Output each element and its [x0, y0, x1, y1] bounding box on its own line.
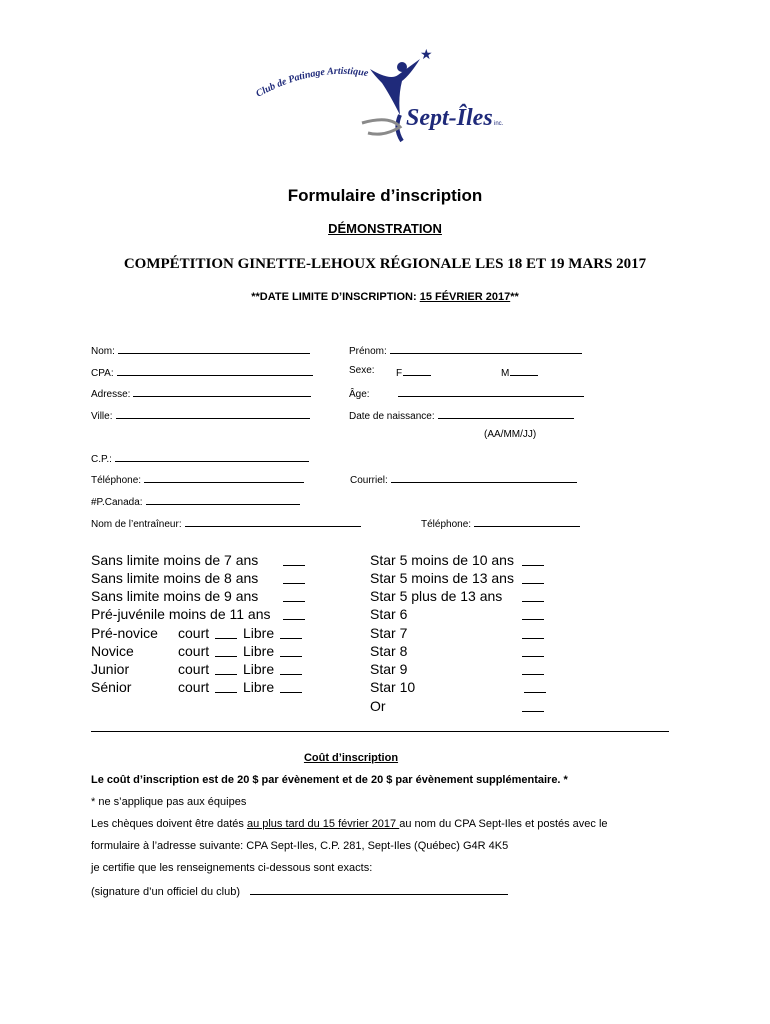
- category-checkbox[interactable]: [522, 644, 544, 657]
- category-checkbox[interactable]: [524, 680, 546, 693]
- label-age: Âge:: [349, 389, 370, 400]
- label-courriel: Courriel:: [350, 475, 388, 486]
- level-name: Pré-novice: [91, 625, 158, 641]
- field-entraineur[interactable]: [91, 516, 361, 530]
- date-format-hint: (AA/MM/JJ): [484, 429, 537, 440]
- field-pcanada[interactable]: [91, 494, 300, 508]
- cheque-deadline: au plus tard du 15 février 2017: [246, 818, 400, 830]
- category-item: Star 5 plus de 13 ans: [370, 588, 503, 604]
- label-telephone-entraineur: Téléphone:: [421, 519, 472, 530]
- label-entraineur: Nom de l’entraîneur:: [91, 519, 182, 530]
- level-court-checkbox[interactable]: [215, 644, 237, 657]
- field-naissance[interactable]: [349, 408, 574, 422]
- category-checkbox[interactable]: [522, 626, 544, 639]
- label-telephone: Téléphone:: [91, 475, 142, 486]
- label-nom: Nom:: [91, 346, 115, 357]
- category-item: Star 7: [370, 625, 408, 641]
- field-prenom[interactable]: [349, 343, 582, 357]
- category-checkbox[interactable]: [522, 553, 544, 566]
- level-name: Sénior: [91, 679, 132, 695]
- cost-heading: Coût d’inscription: [303, 752, 399, 764]
- category-checkbox[interactable]: [283, 571, 305, 584]
- signature-field[interactable]: [91, 884, 508, 898]
- label-pcanada: #P.Canada:: [91, 497, 143, 508]
- label-cpa: CPA:: [91, 368, 114, 379]
- category-item: Star 6: [370, 606, 408, 622]
- field-adresse[interactable]: [91, 386, 311, 400]
- deadline-line: [0, 291, 770, 303]
- logo-name: Sept-Îles: [406, 105, 493, 131]
- cost-line: Le coût d’inscription est de 20 $ par évènement et de 20 $ par évènement supplémentaire. *: [91, 774, 568, 786]
- svg-text:Club de Patinage Artistique: [254, 66, 369, 100]
- level-libre-checkbox[interactable]: [280, 680, 302, 693]
- level-libre-checkbox[interactable]: [280, 644, 302, 657]
- level-libre-label: Libre: [243, 625, 275, 641]
- field-sexe-m[interactable]: [501, 365, 538, 379]
- star-icon: ★: [420, 46, 433, 62]
- level-court-label: court: [178, 661, 210, 677]
- competition-title: COMPÉTITION GINETTE-LEHOUX RÉGIONALE LES 18 ET 19 MARS 2017: [123, 256, 647, 272]
- level-court-label: court: [178, 643, 210, 659]
- form-subtitle: DÉMONSTRATION: [328, 221, 442, 236]
- category-item: Sans limite moins de 9 ans: [91, 588, 259, 604]
- category-item: Star 8: [370, 643, 408, 659]
- category-checkbox[interactable]: [522, 699, 544, 712]
- form-title: Formulaire d’inscription: [287, 186, 483, 205]
- label-ville: Ville:: [91, 411, 113, 422]
- category-checkbox[interactable]: [283, 607, 305, 620]
- cheque-line: [91, 818, 608, 830]
- category-checkbox[interactable]: [283, 589, 305, 602]
- category-item: Star 9: [370, 661, 408, 677]
- level-name: Junior: [91, 661, 130, 677]
- club-logo: [250, 45, 520, 145]
- label-sexe: Sexe:: [349, 365, 375, 376]
- deadline-date: 15 FÉVRIER 2017: [419, 291, 511, 303]
- logo-arc-text: Club de Patinage Artistique: [254, 65, 370, 100]
- level-court-checkbox[interactable]: [215, 626, 237, 639]
- field-telephone-entraineur[interactable]: [421, 516, 580, 530]
- label-prenom: Prénom:: [349, 346, 387, 357]
- mailing-address: formulaire à l’adresse suivante: CPA Sept-Iles, C.P. 281, Sept-Iles (Québec) G4R 4K5: [91, 840, 509, 852]
- field-sexe-f[interactable]: [396, 365, 431, 379]
- field-age[interactable]: [349, 386, 584, 400]
- deadline-prefix: **DATE LIMITE D’INSCRIPTION:: [251, 291, 420, 303]
- label-adresse: Adresse:: [91, 389, 131, 400]
- category-item: Star 5 moins de 13 ans: [370, 570, 514, 586]
- field-nom[interactable]: [91, 343, 310, 357]
- ice-swoosh: [362, 120, 400, 134]
- level-court-checkbox[interactable]: [215, 680, 237, 693]
- category-item: Or: [370, 698, 386, 714]
- deadline-suffix: **: [510, 291, 519, 303]
- label-cp: C.P.:: [91, 454, 112, 465]
- category-item: Star 5 moins de 10 ans: [370, 552, 514, 568]
- level-libre-label: Libre: [243, 643, 275, 659]
- logo-suffix: inc.: [494, 121, 504, 127]
- signature-label: (signature d’un officiel du club): [91, 886, 240, 898]
- category-checkbox[interactable]: [522, 571, 544, 584]
- certify-statement: je certifie que les renseignements ci-dessous sont exacts:: [91, 862, 373, 874]
- category-item: Sans limite moins de 8 ans: [91, 570, 259, 586]
- section-divider: [91, 731, 669, 732]
- level-court-label: court: [178, 679, 210, 695]
- label-m: M: [501, 368, 510, 379]
- cheque-prefix: Les chèques doivent être datés: [91, 818, 247, 830]
- level-libre-checkbox[interactable]: [280, 626, 302, 639]
- field-cpa[interactable]: [91, 365, 313, 379]
- level-name: Novice: [91, 643, 134, 659]
- level-court-label: court: [178, 625, 210, 641]
- cheque-suffix: au nom du CPA Sept-Iles et postés avec le: [399, 818, 608, 830]
- level-libre-checkbox[interactable]: [280, 662, 302, 675]
- field-courriel[interactable]: [350, 472, 577, 486]
- level-libre-label: Libre: [243, 679, 275, 695]
- category-checkbox[interactable]: [522, 589, 544, 602]
- category-checkbox[interactable]: [522, 662, 544, 675]
- level-court-checkbox[interactable]: [215, 662, 237, 675]
- cost-note: * ne s’applique pas aux équipes: [91, 796, 247, 808]
- category-item: Sans limite moins de 7 ans: [91, 552, 259, 568]
- category-item: Pré-juvénile moins de 11 ans: [91, 606, 271, 622]
- label-f: F: [396, 368, 403, 379]
- label-naissance: Date de naissance:: [349, 411, 435, 422]
- level-libre-label: Libre: [243, 661, 275, 677]
- field-telephone[interactable]: [91, 472, 304, 486]
- category-item: Star 10: [370, 679, 416, 695]
- field-cp[interactable]: [91, 451, 309, 465]
- field-ville[interactable]: [91, 408, 310, 422]
- category-checkbox[interactable]: [522, 607, 544, 620]
- category-checkbox[interactable]: [283, 553, 305, 566]
